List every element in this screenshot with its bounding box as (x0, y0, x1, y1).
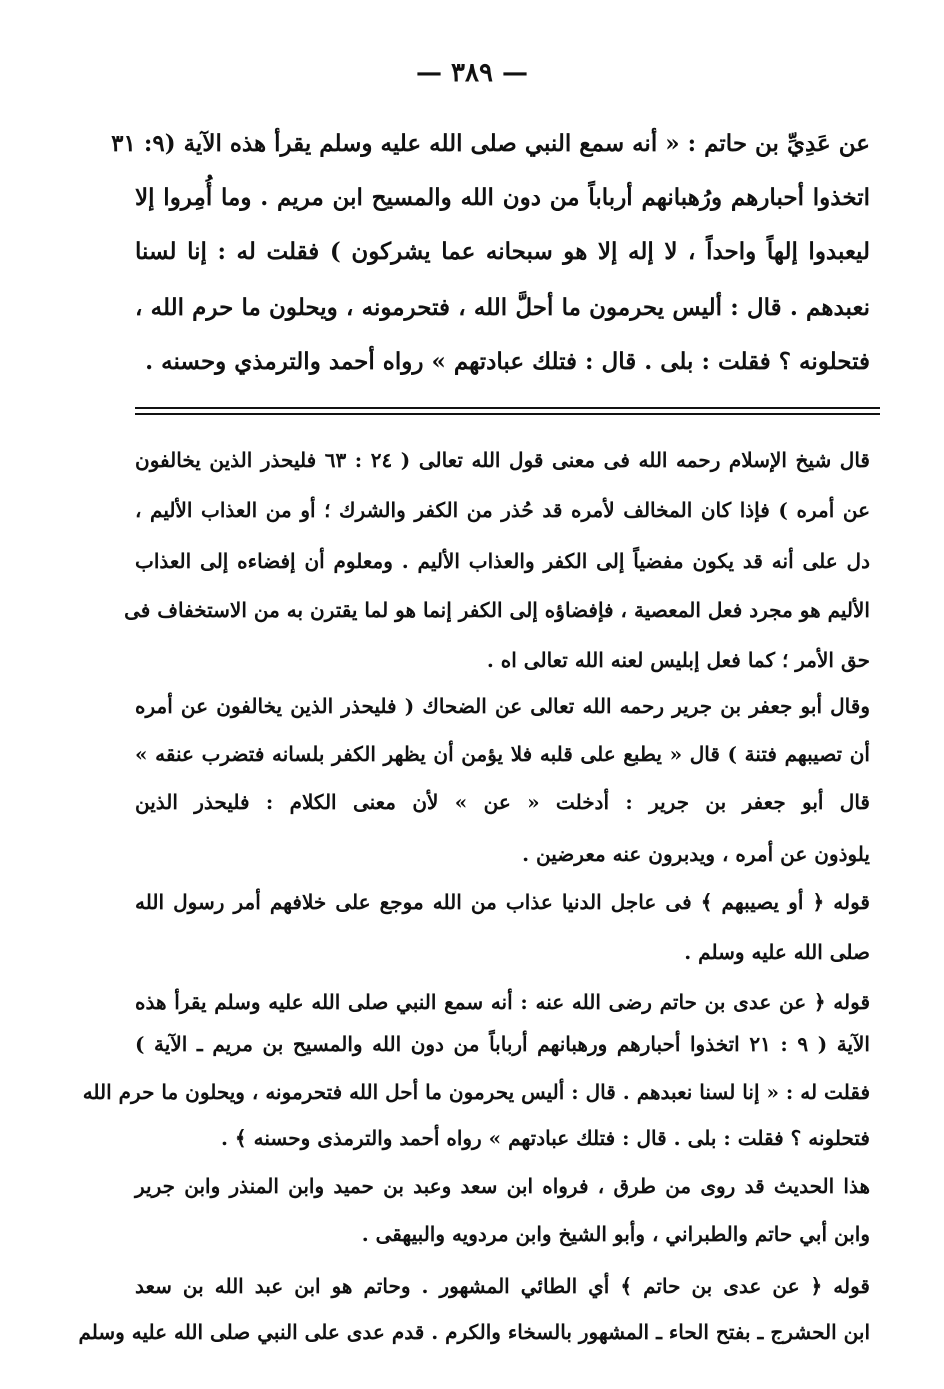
commentary-line: فقلت له : « إنا لسنا نعبدهم . قال : أليس يحرمون ما أحل الله فتحرمونه ، ويحلون ما حرم الله (82, 1080, 870, 1104)
hadith-line: اتخذوا أحبارهم ورُهبانهم أرباباً من دون الله والمسيح ابن مريم . وما أُمِروا إلا (135, 184, 870, 211)
commentary-line: وقال أبو جعفر بن جرير رحمه الله تعالى عن الضحاك ( فليحذر الذين يخالفون عن أمره (135, 694, 870, 718)
hadith-line: نعبدهم . قال : أليس يحرمون ما أحلَّ الله ، فتحرمونه ، ويحلون ما حرم الله ، (135, 294, 870, 321)
commentary-line: يلوذون عن أمره ، ويدبرون عنه معرضين . (522, 842, 870, 866)
page-number: — ٣٨٩ — (415, 58, 529, 88)
commentary-line: قوله ﴿ عن عدى بن حاتم رضى الله عنه : أنه سمع النبي صلى الله عليه وسلم يقرأ هذه (135, 990, 870, 1014)
commentary-line: صلى الله عليه وسلم . (684, 940, 870, 964)
commentary-line: قوله ﴿ عن عدى بن حاتم ﴾ أي الطائي المشهور . وحاتم هو ابن عبد الله بن سعد (135, 1274, 870, 1298)
divider-rule-top (135, 407, 880, 409)
commentary-line: الأليم هو مجرد فعل المعصية ، فإفضاؤه إلى الكفر إنما هو لما يقترن به من الاستخفاف فى (124, 598, 870, 622)
hadith-line: فتحلونه ؟ فقلت : بلى . قال : فتلك عبادتهم » رواه أحمد والترمذي وحسنه . (145, 348, 870, 375)
commentary-line: قال أبو جعفر بن جرير : أدخلت « عن » لأن معنى الكلام : فليحذر الذين (135, 790, 870, 814)
commentary-line: فتحلونه ؟ فقلت : بلى . قال : فتلك عبادتهم » رواه أحمد والترمذى وحسنه ﴾ . (221, 1126, 870, 1150)
commentary-line: حق الأمر ؛ كما فعل إبليس لعنه الله تعالى اه . (486, 648, 870, 672)
commentary-line: قوله ﴿ أو يصيبهم ﴾ فى عاجل الدنيا عذاب من الله موجع على خلافهم أمر رسول الله (135, 890, 870, 914)
hadith-line: عن عَدِيِّ بن حاتم : « أنه سمع النبي صلى الله عليه وسلم يقرأ هذه الآية (٩: ٣١ (111, 130, 870, 157)
hadith-line: ليعبدوا إلهاً واحداً ، لا إله إلا هو سبحانه عما يشركون ) فقلت له : إنا لسنا (135, 238, 870, 265)
commentary-line: عن أمره ) فإذا كان المخالف لأمره قد حُذر من الكفر والشرك ؛ أو من العذاب الأليم ، (135, 498, 871, 522)
commentary-line: قال شيخ الإسلام رحمه الله فى معنى قول الله تعالى ( ٢٤ : ٦٣ فليحذر الذين يخالفون (135, 448, 870, 472)
divider-rule-bottom (135, 413, 880, 415)
commentary-line: الآية ( ٩ : ٢١ اتخذوا أحبارهم ورهبانهم أرباباً من دون الله والمسيح بن مريم ـ الآية ) (135, 1032, 870, 1056)
commentary-line: دل على أنه قد يكون مفضياً إلى الكفر والعذاب الأليم . ومعلوم أن إفضاءه إلى العذاب (135, 549, 870, 573)
commentary-line: ابن الحشرج ـ بفتح الحاء ـ المشهور بالسخاء والكرم . قدم عدى على النبي صلى الله عليه وسلم (78, 1320, 870, 1344)
commentary-line: أن تصيبهم فتنة ) قال « يطبع على قلبه فلا يؤمن أن يظهر الكفر بلسانه فتضرب عنقه » (135, 742, 870, 766)
commentary-line: هذا الحديث قد روى من طرق ، فرواه ابن سعد وعبد بن حميد وابن المنذر وابن جرير (135, 1174, 870, 1198)
commentary-line: وابن أبي حاتم والطبراني ، وأبو الشيخ وابن مردويه والبيهقى . (361, 1222, 870, 1246)
